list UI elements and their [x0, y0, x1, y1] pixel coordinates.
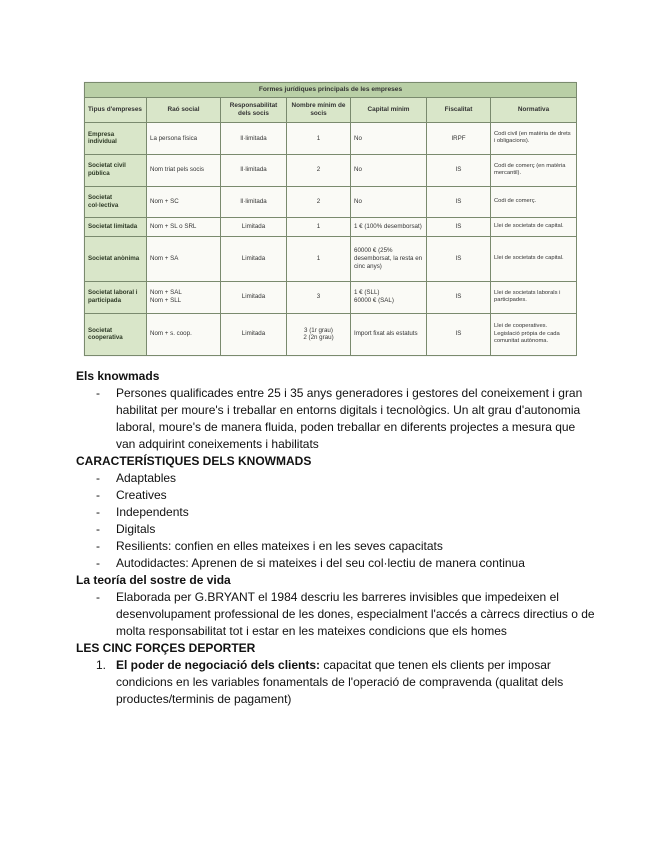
table-title: Formes jurídiques principals de les empreses — [85, 83, 577, 98]
list-item: - Autodidactes: Aprenen de si mateixes i del seu col·lectiu de manera continua — [116, 555, 596, 572]
knowmads-heading: Els knowmads — [76, 369, 160, 383]
col-header: Capital mínim — [351, 98, 427, 123]
glass-ceiling-list — [76, 589, 596, 640]
legal-forms-table-image — [84, 82, 576, 356]
table-cell-socis: 2 — [287, 154, 351, 186]
table-cell-capital: Import fixat als estatuts — [351, 313, 427, 355]
table-cell-resp: Limitada — [221, 281, 287, 313]
item-number: 1. — [96, 658, 107, 672]
table-cell-resp: Limitada — [221, 236, 287, 281]
knowmads-list — [76, 385, 596, 453]
characteristics-heading: CARACTERÍSTIQUES DELS KNOWMADS — [76, 454, 312, 468]
table-row — [85, 186, 577, 218]
table-cell-rao: Nom + SC — [147, 186, 221, 218]
list-item: - Creatives — [116, 487, 596, 504]
table-cell-resp: Limitada — [221, 218, 287, 236]
characteristics-list — [76, 470, 596, 572]
table-cell-fisc: IS — [427, 313, 491, 355]
table-cell-norm: Llei de cooperatives. Legislació pròpia de cada comunitat autònoma. — [491, 313, 577, 355]
five-forces-heading: LES CINC FORÇES DEPORTER — [76, 641, 256, 655]
table-cell-socis: 2 — [287, 186, 351, 218]
five-forces-list — [76, 657, 596, 708]
table-row — [85, 236, 577, 281]
list-item: - Adaptables — [116, 470, 596, 487]
table-cell-rao: Nom + SA — [147, 236, 221, 281]
list-item: - Resilients: confien en elles mateixes i en les seves capacitats — [116, 538, 596, 555]
glass-ceiling-heading: La teoría del sostre de vida — [76, 573, 231, 587]
table-cell-rao: Nom triat pels socis — [147, 154, 221, 186]
col-header: Raó social — [147, 98, 221, 123]
table-cell-norm: Llei de societats de capital. — [491, 236, 577, 281]
list-item: - Elaborada per G.BRYANT el 1984 descriu les barreres invisibles que impedeixen el desenvolupament professional de les dones, especialment l'accés a càrrecs directius o de molta responsabilitat tot i estar en les mateixes condicions que els homes — [116, 589, 596, 640]
table-row — [85, 313, 577, 355]
table-row — [85, 123, 577, 155]
table-cell-socis: 1 — [287, 123, 351, 155]
legal-forms-table — [84, 82, 577, 356]
row-type-cell: Societat limitada — [85, 218, 147, 236]
table-cell-fisc: IS — [427, 218, 491, 236]
col-header: Fiscalitat — [427, 98, 491, 123]
table-cell-socis: 1 — [287, 236, 351, 281]
document-body — [76, 368, 596, 708]
table-cell-capital: No — [351, 186, 427, 218]
table-cell-rao: Nom + s. coop. — [147, 313, 221, 355]
table-row — [85, 218, 577, 236]
table-cell-fisc: IS — [427, 154, 491, 186]
table-cell-socis: 1 — [287, 218, 351, 236]
table-cell-resp: Il·limitada — [221, 154, 287, 186]
table-cell-rao: La persona física — [147, 123, 221, 155]
table-cell-norm: Codi de comerç. — [491, 186, 577, 218]
table-cell-resp: Il·limitada — [221, 123, 287, 155]
table-cell-norm: Codi de comerç (en matèria mercantil). — [491, 154, 577, 186]
col-header: Nombre mínim de socis — [287, 98, 351, 123]
table-cell-capital: No — [351, 123, 427, 155]
list-item: - Digitals — [116, 521, 596, 538]
table-cell-socis: 3 (1r grau) 2 (2n grau) — [287, 313, 351, 355]
row-type-cell: Empresa individual — [85, 123, 147, 155]
table-cell-capital: 60000 € (25% desemborsat, la resta en cinc anys) — [351, 236, 427, 281]
list-item: - Independents — [116, 504, 596, 521]
table-cell-fisc: IRPF — [427, 123, 491, 155]
table-cell-capital: No — [351, 154, 427, 186]
table-cell-norm: Llei de societats laborals i participades. — [491, 281, 577, 313]
list-item — [96, 657, 596, 708]
table-cell-resp: Limitada — [221, 313, 287, 355]
item-text: capacitat que tenen els clients per imposar condicions en les variables fonamentals de l'operació de compravenda (qualitat dels productes/terminis de pagament) — [116, 658, 564, 706]
row-type-cell: Societat anònima — [85, 236, 147, 281]
item-title: El poder de negociació dels clients: — [116, 658, 321, 672]
row-type-cell: Societat laboral i participada — [85, 281, 147, 313]
table-cell-fisc: IS — [427, 236, 491, 281]
table-row — [85, 154, 577, 186]
table-cell-rao: Nom + SL o SRL — [147, 218, 221, 236]
col-header: Normativa — [491, 98, 577, 123]
col-header: Tipus d'empreses — [85, 98, 147, 123]
table-row — [85, 281, 577, 313]
table-cell-capital: 1 € (100% desemborsat) — [351, 218, 427, 236]
table-cell-norm: Codi civil (en matèria de drets i obligacions). — [491, 123, 577, 155]
table-cell-socis: 3 — [287, 281, 351, 313]
table-cell-fisc: IS — [427, 186, 491, 218]
table-cell-resp: Il·limitada — [221, 186, 287, 218]
table-cell-capital: 1 € (SLL) 60000 € (SAL) — [351, 281, 427, 313]
row-type-cell: Societat civil pública — [85, 154, 147, 186]
table-cell-fisc: IS — [427, 281, 491, 313]
table-cell-norm: Llei de societats de capital. — [491, 218, 577, 236]
list-item: - Persones qualificades entre 25 i 35 anys generadores i gestores del coneixement i gran habilitat per moure's i treballar en entorns digitals i tecnològics. Un alt grau d'autonomia laboral, moure's de manera fluida, poden treballar en diferents projectes a mesura que van adquirint coneixements i habilitats — [116, 385, 596, 453]
table-cell-rao: Nom + SAL Nom + SLL — [147, 281, 221, 313]
row-type-cell: Societat col·lectiva — [85, 186, 147, 218]
col-header: Responsabilitat dels socis — [221, 98, 287, 123]
row-type-cell: Societat cooperativa — [85, 313, 147, 355]
